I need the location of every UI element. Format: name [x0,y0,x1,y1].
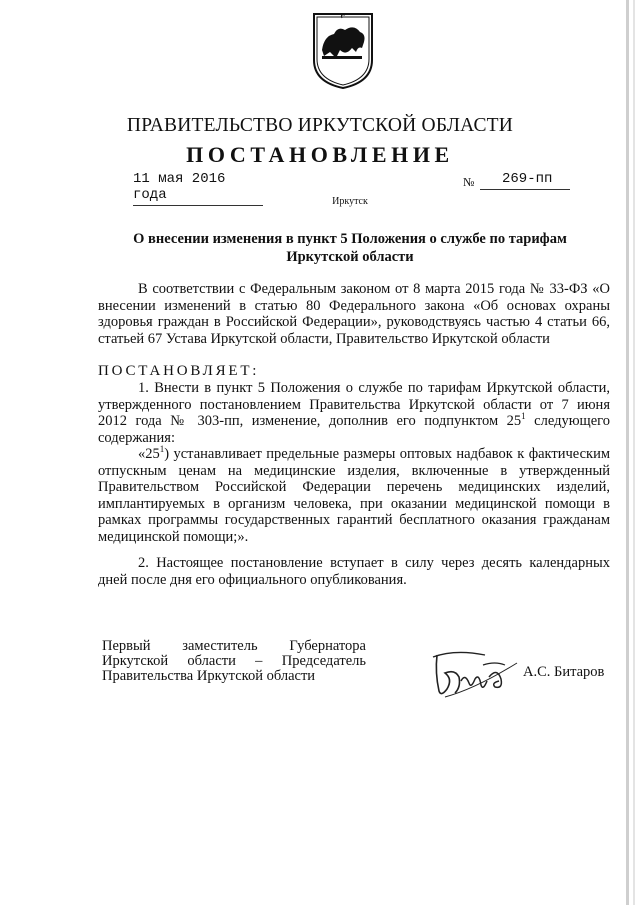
subclause-open: «25 [138,446,160,462]
signatory-line-3: Правительства Иркутской области [102,668,316,684]
clause-1-superscript: 1 [521,411,526,422]
coat-of-arms-emblem [312,12,374,90]
signatory-line-1: Первый заместитель Губернатора [102,638,366,654]
preamble-paragraph [98,281,610,347]
clause-1-paragraph [98,380,610,446]
government-name: ПРАВИТЕЛЬСТВО ИРКУТСКОЙ ОБЛАСТИ [126,115,514,136]
clause-2-text: 2. Настоящее постановление вступает в силу через десять календарных дней после дня его официального опубликования. [98,555,610,588]
clause-1-text [98,380,610,446]
document-type-title: ПОСТАНОВЛЕНИЕ [186,142,454,167]
decree-subject: О внесении изменения в пункт 5 Положения о службе по тарифам Иркутской области [133,231,567,265]
handwritten-signature [425,643,525,703]
decree-number: 269-пп [480,171,570,190]
city-name: Иркутск [332,196,368,207]
preamble-text: В соответствии с Федеральным законом от 8 марта 2015 года № 33-ФЗ «О внесении изменений в статью 80 Федерального закона «Об основах охраны здоровья граждан в Российской Федерации», руководствуясь частью 4 статьи 66, статьей 67 Устава Иркутской области, Правительство Иркутской области [98,281,610,347]
number-sign: № [463,175,475,189]
subclause-body: ) устанавливает предельные размеры оптовых надбавок к фактическим отпускным ценам на медицинские изделия, включенные в утвержденный Правительством Российской Федерации перечень медицинских изделий, имплантируемых в организм человека, при оказании медицинской помощи в рамках программы государственных гарантий бесплатного оказания гражданам медицинской помощи;». [98,446,610,545]
clause-1-tail: следующего содержания: [98,413,610,446]
subclause-paragraph [98,446,610,545]
decree-date: 11 мая 2016 года [133,171,263,206]
resolves-heading: ПОСТАНОВЛЯЕТ: [98,363,260,379]
clause-1-main: 1. Внести в пункт 5 Положения о службе по тарифам Иркутской области, утвержденного постановлением Правительства Иркутской области от 7 июня 2012 года № 303-пп, изменение, дополнив его подпунктом 25 [98,380,610,429]
clause-2-paragraph [98,555,610,588]
subclause-text [98,446,610,545]
signatory-position [102,639,366,684]
signatory-line-2: Иркутской области – Председатель [102,653,366,669]
subclause-superscript: 1 [159,444,165,455]
signatory-name: А.С. Битаров [523,664,605,680]
